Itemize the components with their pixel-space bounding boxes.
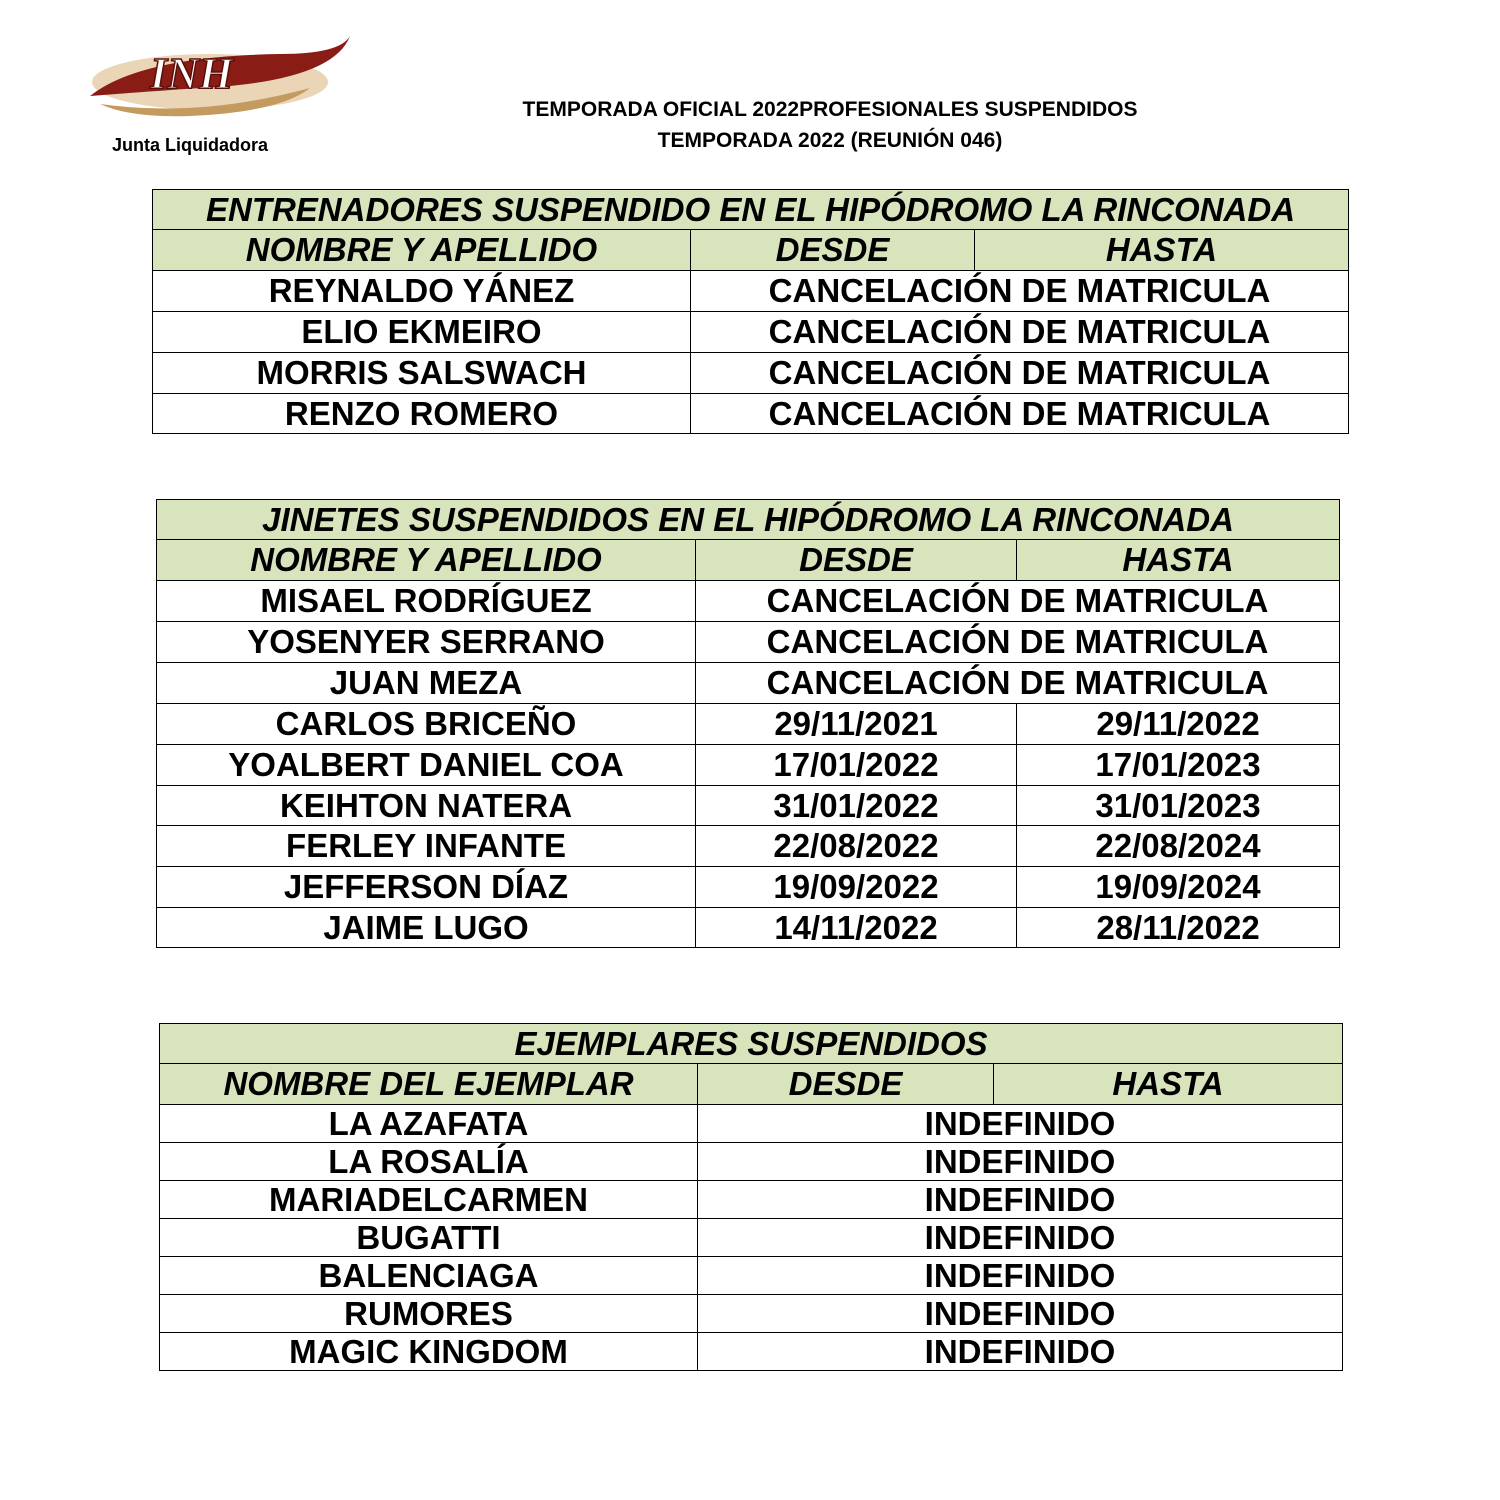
title-line-2: TEMPORADA 2022 (REUNIÓN 046) xyxy=(657,129,1003,152)
table-row xyxy=(157,581,1340,622)
suspension-status: CANCELACIÓN DE MATRICULA xyxy=(696,581,1340,622)
trainer-name: REYNALDO YÁNEZ xyxy=(153,271,691,312)
trainers-table-title: ENTRENADORES SUSPENDIDO EN EL HIPÓDROMO LA RINCONADA xyxy=(153,190,1349,230)
table-row xyxy=(157,745,1340,786)
table-row xyxy=(160,1143,1343,1181)
date-from: 17/01/2022 xyxy=(696,745,1017,786)
table-row xyxy=(153,353,1349,394)
table-row xyxy=(157,826,1340,867)
jockey-name: JEFFERSON DÍAZ xyxy=(157,867,696,908)
date-to: 29/11/2022 xyxy=(1017,704,1340,745)
jockeys-table-title: JINETES SUSPENDIDOS EN EL HIPÓDROMO LA RINCONADA xyxy=(157,500,1340,540)
table-row xyxy=(160,1295,1343,1333)
title-line-1: TEMPORADA OFICIAL 2022PROFESIONALES SUSPENDIDOS xyxy=(522,98,1138,121)
horse-name: BALENCIAGA xyxy=(160,1257,698,1295)
table-row xyxy=(160,1257,1343,1295)
jockey-name: YOALBERT DANIEL COA xyxy=(157,745,696,786)
column-header-from: DESDE xyxy=(696,540,1017,581)
horse-name: RUMORES xyxy=(160,1295,698,1333)
date-to: 31/01/2023 xyxy=(1017,786,1340,826)
table-row xyxy=(153,271,1349,312)
column-header-from: DESDE xyxy=(691,230,975,271)
jockey-name: FERLEY INFANTE xyxy=(157,826,696,867)
horse-name: BUGATTI xyxy=(160,1219,698,1257)
column-header-name: NOMBRE Y APELLIDO xyxy=(153,230,691,271)
jockey-name: JAIME LUGO xyxy=(157,908,696,948)
logo-lettering: INH xyxy=(150,49,234,98)
horses-table-title: EJEMPLARES SUSPENDIDOS xyxy=(160,1024,1343,1064)
horse-name: MARIADELCARMEN xyxy=(160,1181,698,1219)
table-row xyxy=(153,312,1349,353)
jockey-name: MISAEL RODRÍGUEZ xyxy=(157,581,696,622)
suspension-status: CANCELACIÓN DE MATRICULA xyxy=(691,312,1349,353)
date-to: 22/08/2024 xyxy=(1017,826,1340,867)
inh-logo xyxy=(80,26,355,122)
suspension-status: CANCELACIÓN DE MATRICULA xyxy=(691,353,1349,394)
table-row xyxy=(157,908,1340,948)
table-row xyxy=(157,704,1340,745)
table-row xyxy=(157,786,1340,826)
date-from: 31/01/2022 xyxy=(696,786,1017,826)
suspension-status: INDEFINIDO xyxy=(698,1105,1343,1143)
jockey-name: JUAN MEZA xyxy=(157,663,696,704)
trainer-name: MORRIS SALSWACH xyxy=(153,353,691,394)
table-row xyxy=(157,663,1340,704)
jockey-name: KEIHTON NATERA xyxy=(157,786,696,826)
suspension-status: INDEFINIDO xyxy=(698,1181,1343,1219)
horse-name: MAGIC KINGDOM xyxy=(160,1333,698,1371)
table-row xyxy=(160,1181,1343,1219)
table-row xyxy=(160,1333,1343,1371)
date-to: 17/01/2023 xyxy=(1017,745,1340,786)
table-row xyxy=(157,622,1340,663)
suspension-status: CANCELACIÓN DE MATRICULA xyxy=(696,622,1340,663)
jockeys-table xyxy=(156,499,1340,948)
table-row xyxy=(153,394,1349,434)
suspension-status: CANCELACIÓN DE MATRICULA xyxy=(691,271,1349,312)
date-from: 22/08/2022 xyxy=(696,826,1017,867)
table-row xyxy=(160,1105,1343,1143)
column-header-name: NOMBRE Y APELLIDO xyxy=(157,540,696,581)
date-to: 28/11/2022 xyxy=(1017,908,1340,948)
suspension-status: INDEFINIDO xyxy=(698,1219,1343,1257)
trainer-name: RENZO ROMERO xyxy=(153,394,691,434)
column-header-from: DESDE xyxy=(698,1064,994,1105)
column-header-to: HASTA xyxy=(1017,540,1340,581)
jockey-name: CARLOS BRICEÑO xyxy=(157,704,696,745)
trainer-name: ELIO EKMEIRO xyxy=(153,312,691,353)
jockey-name: YOSENYER SERRANO xyxy=(157,622,696,663)
column-header-horse-name: NOMBRE DEL EJEMPLAR xyxy=(160,1064,698,1105)
column-header-to: HASTA xyxy=(994,1064,1343,1105)
horse-name: LA AZAFATA xyxy=(160,1105,698,1143)
suspension-status: INDEFINIDO xyxy=(698,1257,1343,1295)
date-from: 19/09/2022 xyxy=(696,867,1017,908)
horse-name: LA ROSALÍA xyxy=(160,1143,698,1181)
document-title xyxy=(430,94,1230,156)
suspension-status: CANCELACIÓN DE MATRICULA xyxy=(696,663,1340,704)
column-header-to: HASTA xyxy=(975,230,1349,271)
trainers-table xyxy=(152,189,1349,434)
date-from: 14/11/2022 xyxy=(696,908,1017,948)
suspension-status: INDEFINIDO xyxy=(698,1295,1343,1333)
suspension-status: INDEFINIDO xyxy=(698,1143,1343,1181)
table-row xyxy=(157,867,1340,908)
org-name: Junta Liquidadora xyxy=(112,135,269,155)
table-row xyxy=(160,1219,1343,1257)
suspension-status: CANCELACIÓN DE MATRICULA xyxy=(691,394,1349,434)
horses-table xyxy=(159,1023,1343,1371)
date-to: 19/09/2024 xyxy=(1017,867,1340,908)
date-from: 29/11/2021 xyxy=(696,704,1017,745)
suspension-status: INDEFINIDO xyxy=(698,1333,1343,1371)
